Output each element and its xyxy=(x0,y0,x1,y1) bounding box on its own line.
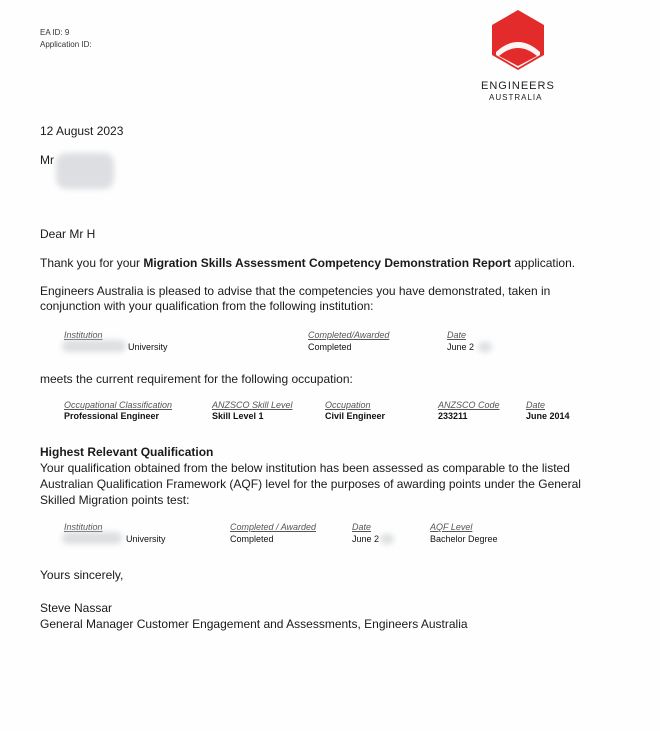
logo-australia-text: AUSTRALIA xyxy=(489,93,543,102)
inst-header-institution: Institution xyxy=(64,330,103,340)
occ-header-skill-level: ANZSCO Skill Level xyxy=(212,400,293,410)
qual-value-completed: Completed xyxy=(230,534,274,544)
application-id-label: Application ID: xyxy=(40,40,92,49)
qual-value-aqf-level: Bachelor Degree xyxy=(430,534,498,544)
meets-requirement-text: meets the current requirement for the following occupation: xyxy=(40,372,353,386)
occ-value-date: June 2014 xyxy=(526,411,570,421)
occ-value-code: 233211 xyxy=(438,411,468,421)
engineers-australia-logo xyxy=(480,8,560,108)
occ-header-classification: Occupational Classification xyxy=(64,400,173,410)
qual-value-institution: University xyxy=(126,534,166,544)
signer-title: General Manager Customer Engagement and Assessments, Engineers Australia xyxy=(40,617,468,631)
occ-header-date: Date xyxy=(526,400,546,410)
qual-header-date: Date xyxy=(352,522,372,532)
closing-text: Yours sincerely, xyxy=(40,568,124,582)
ea-id-label: EA ID: 9 xyxy=(40,28,70,37)
letter-date: 12 August 2023 xyxy=(40,124,124,138)
intro-paragraph: Thank you for your Migration Skills Assessment Competency Demonstration Report application. xyxy=(40,256,576,270)
inst-value-completed: Completed xyxy=(308,342,352,352)
redacted-institution-name xyxy=(62,340,126,352)
hrq-line2: Australian Qualification Framework (AQF) level for the purposes of awarding points under the General xyxy=(40,477,581,491)
para1-line2: conjunction with your qualification from the following institution: xyxy=(40,299,374,313)
inst-header-completed: Completed/Awarded xyxy=(308,330,390,340)
occ-header-code: ANZSCO Code xyxy=(438,400,500,410)
recipient-title: Mr xyxy=(40,153,54,167)
logo-engineers-text: ENGINEERS xyxy=(481,80,555,92)
qual-header-aqf-level: AQF Level xyxy=(430,522,473,532)
signer-name: Steve Nassar xyxy=(40,601,113,615)
redacted-date-year xyxy=(478,342,492,352)
occ-value-classification: Professional Engineer xyxy=(64,411,160,421)
inst-header-date: Date xyxy=(447,330,467,340)
redacted-qual-institution-name xyxy=(62,532,122,544)
redacted-recipient-name xyxy=(56,153,114,189)
occ-value-occupation: Civil Engineer xyxy=(325,411,386,421)
qual-header-completed: Completed / Awarded xyxy=(230,522,317,532)
hrq-line1: Your qualification obtained from the below institution has been assessed as comparable to the listed xyxy=(40,461,570,475)
para1-line1: Engineers Australia is pleased to advise that the competencies you have demonstrated, taken in xyxy=(40,284,551,298)
hexagon-logo-icon xyxy=(480,8,560,80)
salutation: Dear Mr H xyxy=(40,227,96,241)
occ-header-occupation: Occupation xyxy=(325,400,371,410)
occ-value-skill-level: Skill Level 1 xyxy=(212,411,264,421)
inst-value-institution: University xyxy=(128,342,168,352)
redacted-qual-date-year xyxy=(380,534,394,544)
inst-value-date: June 2 xyxy=(447,342,475,352)
qual-header-institution: Institution xyxy=(64,522,103,532)
hrq-line3: Skilled Migration points test: xyxy=(40,493,190,507)
qual-value-date: June 2 xyxy=(352,534,380,544)
hrq-heading: Highest Relevant Qualification xyxy=(40,445,214,459)
